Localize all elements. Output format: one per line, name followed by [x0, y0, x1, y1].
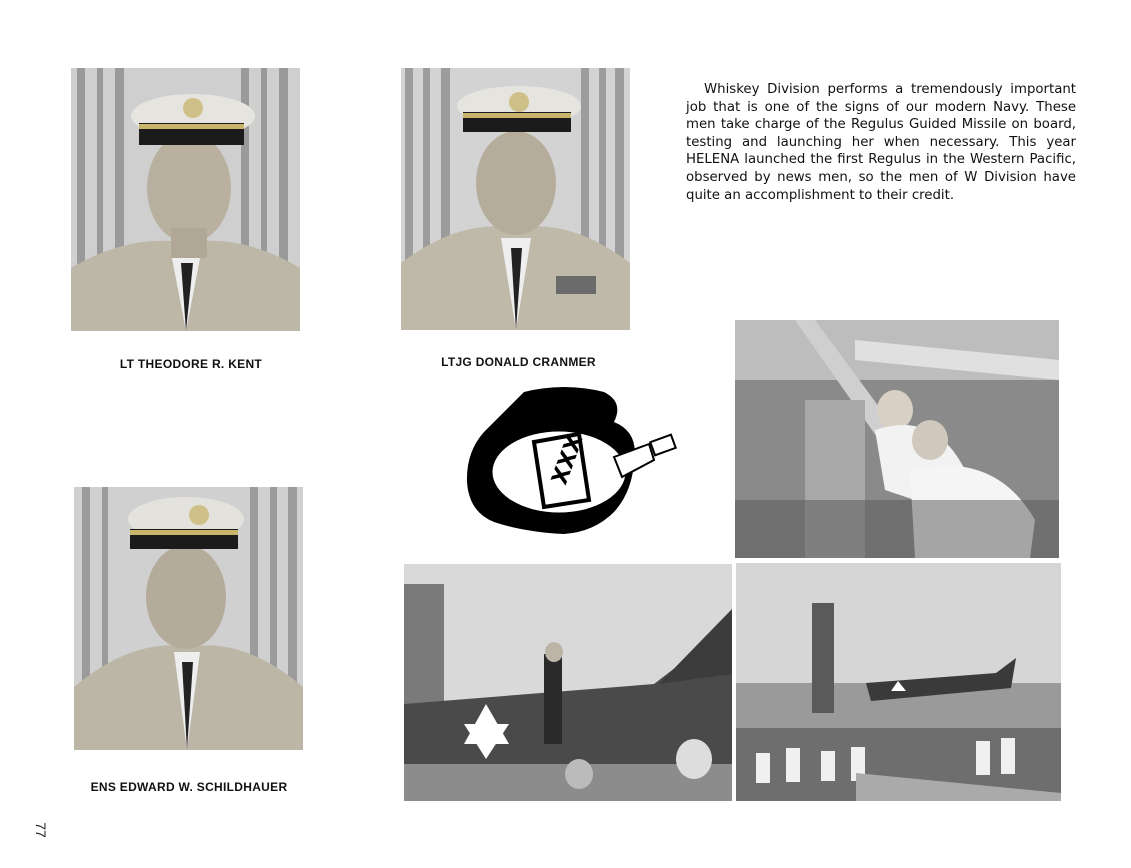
portrait-kent-photo [71, 68, 300, 331]
regulus-missile-on-deck-photo [404, 564, 732, 801]
portrait-schildhauer-photo [74, 487, 303, 750]
portrait-cranmer-photo [401, 68, 630, 330]
crew-testing-missile-photo [735, 320, 1059, 558]
caption-schildhauer: ENS EDWARD W. SCHILDHAUER [90, 780, 288, 794]
caption-cranmer: LTJG DONALD CRANMER [441, 355, 596, 369]
page-number: 77 [32, 822, 49, 838]
whiskey-jug-cartoon [464, 382, 682, 542]
caption-kent: LT THEODORE R. KENT [119, 357, 263, 371]
division-description: Whiskey Division performs a tremendously important job that is one of the signs of our modern Navy. These men take charge of the Regulus Guided Missile on board, testing and launching her when necessary. This year HELENA launched the first Regulus in the Western Pacific, observed by news men, so the men of W Division have quite an accomplishment to their credit. [686, 82, 1076, 203]
regulus-launch-crew-photo [736, 563, 1061, 801]
jug-label: XXX [547, 431, 589, 489]
